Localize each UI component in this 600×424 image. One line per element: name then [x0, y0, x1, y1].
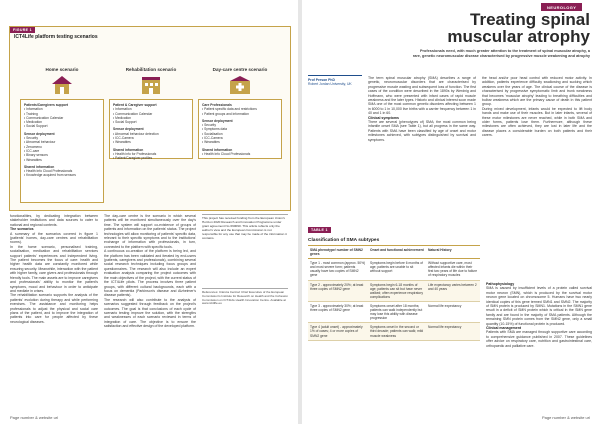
list-item: • Patient specific data and restrictions	[202, 107, 257, 112]
table-cell: Symptoms onset in the second or third decade; patients can walk; mild muscle weakness	[368, 323, 426, 340]
paragraph: The research will also contribute to the analysis of scenarios suggested through feedback on the project's outcomes. The goal is that conclusions of each cycle of scenario testing improve the solution, with the strengths and weaknesses of each scenario reviewed in terms of integration of care. The objective is to ensure the satisfaction and effective design of the developed platform.	[104, 297, 196, 329]
day-care-scenario-box	[198, 99, 282, 159]
headline-line: muscular atrophy	[447, 27, 590, 46]
day-care-scenario	[198, 67, 282, 159]
paragraph: The rehabilitation scenario supports the analysis of the patients' evolution during therapy and while performing exercises. The assistance and monitoring helps professionals to adjust the physical and social care plans of the patient, and to improve the integration of patients into care for people affected by these neurological diseases.	[10, 293, 98, 324]
day-care-scenario-title: Day-care centre scenario	[212, 67, 268, 72]
hospital-icon	[228, 75, 252, 95]
figure-tag: FIGURE 1	[10, 27, 35, 33]
left-page	[0, 0, 298, 424]
list-item: • Wearables	[202, 140, 220, 145]
list-item: • Health Info Cloud Professionals	[24, 169, 73, 174]
subheading: Pathophysiology	[486, 282, 515, 286]
table-cell: Life expectancy varies between 2 and 40 years	[426, 280, 480, 301]
funding-note: This project has received funding from the European Union's Horizon 2020 Research and Innovation Programme under grant agreement No 690090. This article reflects only the author's view and the European Commission is not responsible for any use that may be made of the information it contains.	[202, 216, 287, 240]
list-item: • Medication	[24, 120, 43, 125]
left-body-column-2	[104, 214, 196, 329]
table-cell: Normal life expectancy	[426, 301, 480, 322]
table-row	[308, 280, 480, 301]
rehabilitation-scenario	[109, 67, 193, 159]
right-body-column-1	[368, 76, 476, 142]
home-scenario-title: Home scenario	[45, 67, 79, 72]
table-header: Natural History	[426, 246, 480, 259]
paragraph: the head and/or poor head control with reduced motor activity. In addition, patients experience difficulty swallowing and sucking which weakens over the years of age. The clinical course of the disease is characterised by progressive symptomatic limb and trunk weakness that becomes 'muscular atrophy' leading to breathing difficulties and bulbar weakness which are the primary cause of death in this patient group.	[482, 76, 592, 107]
list-item: • Binary sensors	[24, 153, 48, 158]
paragraph: There are several (phenotypes of) SMA; the most common being infantile onset SMA (see Table 1), but all progress in the same way. Patients with SMA have been classified by age of onset and motor milestones achieved, with subtypes distinguished by survival and symptoms.	[368, 120, 476, 142]
list-item: • Wearables	[113, 140, 131, 145]
list-item: • Information	[113, 107, 132, 112]
paragraph: A summary of the scenarios covered in figure 1 (patients' homes, day-care centres and rehabilitation rooms).	[10, 231, 98, 245]
table-title: Classification of SMA subtypes	[308, 238, 380, 243]
author-affiliation: Robert Jordan University, UK	[308, 82, 352, 87]
list-item: • ICC-Camera	[202, 136, 223, 141]
subheading: Clinical symptoms	[368, 115, 399, 120]
list-item: • Information	[24, 107, 43, 112]
list-item: • Training	[24, 111, 38, 116]
table-cell: Symptoms begin before 6 months of age; patients are unable to sit without support	[368, 259, 426, 280]
figure-title: ICT4Life platform testing scenarios	[14, 34, 98, 40]
list-item: • Wearables	[24, 157, 42, 162]
headline-line: Treating spinal	[470, 10, 590, 29]
list-item: • Medication	[113, 115, 132, 120]
table-tag: TABLE 1	[308, 227, 331, 233]
list-item: • ICC-care	[24, 148, 40, 153]
table-cell: Type 1 - most common (approx. 50%) and most severe form; patients usually have two copies of SMN2 gene	[308, 259, 368, 280]
section-heading: Sensor deployment	[202, 118, 233, 123]
section-heading: Care Professionals	[202, 103, 232, 107]
section-tag: NEUROLOGY	[541, 3, 582, 11]
list-item: • Security	[24, 136, 38, 141]
section-heading: Patient & Caregiver support	[113, 103, 157, 107]
article-standfirst: Professionals need, with much greater attention to the treatment of spinal muscular atrophy, a rare, genetic neuromuscular disease characterised by progressive muscle weakening and atrophy	[412, 49, 590, 58]
section-heading: Shared information	[24, 164, 55, 169]
list-item: • Patient/Caregiver profiles	[113, 156, 153, 161]
table-cell: Normal life expectancy	[426, 323, 480, 340]
table-cell: Type 2 - approximately 20%; at least three copies of SMN2 gene	[308, 280, 368, 301]
list-item: • Abnormal behaviour detection	[113, 131, 159, 136]
list-item: • Communication Calendar	[24, 115, 64, 120]
paragraph: The day-care centre is the scenario in which several patients will be monitored simultaneously over the day's time. The system will support co-existence of groups of patients and information on the patients' status. The project technologies will allow monitoring of patients' specific data, relevant to their specific symptoms and to the institutions' exchange of information with professionals, in turn, connected to the platform with specific tools.	[104, 214, 196, 249]
subheading: The scenarios	[10, 227, 34, 232]
list-item: • Security	[202, 123, 216, 128]
table-cell: Type 3 - approximately 30%; at least three copies of SMN2 gene	[308, 301, 368, 322]
table-cell: Symptoms onset after 18 months; patients can walk independently but may lose this ability with disease progression	[368, 301, 426, 322]
list-item: • Social Support	[113, 120, 137, 125]
list-item: • Socialisation	[202, 131, 223, 136]
home-scenario	[20, 67, 104, 203]
reference-note: References: Ciência Central: Chief Executive of the European Commission's Institute for Research on Health and the Cohesion Commission on ICT4Life Health Innovation Centre. Available at www.ict4life.eu	[202, 290, 288, 306]
table-row	[308, 301, 480, 322]
list-item: • Health info for Professionals	[113, 151, 157, 156]
right-body-column-3	[486, 282, 592, 348]
author-box	[308, 75, 362, 87]
list-item: • Zenomeno	[24, 144, 42, 149]
paragraph: functionalities, by dedicating integration between stakeholder institutions and data sources to cater to national and regional contexts.	[10, 214, 98, 227]
list-item: • Social Support	[24, 124, 48, 129]
classification-table	[308, 245, 480, 341]
building-icon	[139, 75, 163, 95]
section-heading: Shared information	[202, 147, 233, 152]
paragraph: During mixed development, infants would be expected to lift body hands and make use of their muscles. But in later infants, several of these motor milestones are never reached, while in both SMA and older forms, patients lose them. Furthermore, although these milestones are often achieved, they are lost in later life and the disease places a considerable burden on both patients and their carers.	[482, 106, 592, 138]
list-item: • Abnormal behaviour	[24, 140, 56, 145]
left-body-column-1	[10, 214, 98, 324]
section-heading: Shared information	[113, 147, 144, 152]
list-item: • Patient groups and information	[202, 111, 249, 116]
subheading: Clinical management	[486, 326, 522, 331]
list-item: • Symptoms data	[202, 127, 227, 132]
list-item: • Knowledge acquired from sensors	[24, 173, 76, 178]
table-cell: Symptoms begin 6-18 months of age; patients can sit but have never walked; often experience respiratory complications	[368, 280, 426, 301]
table-header: SMA phenotype/ number of SMN2 genes	[308, 246, 368, 259]
paragraph: A continuous co-creation of the platform is being led, and the platform has been validated and iterated by end-users (patients, caregivers and professionals), combining several social research techniques including focus groups and questionnaires. The research will also include an expert evaluation analysis comparing the project outcomes with the main objectives of the project, with the current status of the ICT4Life pilots. The process involves three patient groups, with different cultural backgrounds, each with a focus on dementia (Parkinson's disease and Alzheimer's disease patients).	[104, 249, 196, 298]
paragraph: The term spinal muscular atrophy (SMA) describes a range of genetic, neuromuscular disorders that are characterised by progressive muscle wasting and subsequent loss of function. The first cases of the condition were described in the 1890s by Werdnig and Hoffmann, who were presented with infant cases of rapid muscle weakness and the later types. Historic and clinical interest soon made SMA one of the most common genetic disorders affecting between 1 in 6000 to 1 in 10,000 live births with a carrier frequency between 1 in 40 and 1 in 60.	[368, 76, 476, 116]
paragraph: SMA is caused by insufficient levels of a protein called survival motor neuron (SMN), which is produced by the survival motor neuron gene located on chromosome 5. Humans have two nearly identical copies of this gene termed SMN1 and SMN2. The majority of SMN protein is produced by SMN1. Mutations in the SMN1 gene result in a deficit of SMN protein which is critical in the SMN gene family and are found in the majority of SMA patients. Although the remaining SMN protein comes from the SMN2 gene, only a small quantity (10-15%) of functional protein is produced.	[486, 286, 592, 326]
figure-1	[9, 26, 291, 211]
right-page	[302, 0, 600, 424]
table-1	[308, 218, 480, 341]
right-body-column-2	[482, 76, 592, 138]
paragraph: Patients with SMA are managed through supportive care according to comprehensive guidance published in 2007. These guidelines offer advice on respiratory care, nutrition and gastrointestinal care, orthopaedic and palliative care.	[486, 330, 592, 348]
author-name: Prof Person PhD	[308, 78, 335, 82]
list-item: • Health Info Cloud Professionals	[202, 151, 251, 156]
table-header: Onset and functional achievement	[368, 246, 426, 259]
table-cell: Type 4 (adult onset) - approximately 1% of cases; 4 or more copies of SMN2 gene	[308, 323, 368, 340]
page-footer: Page number & website url	[10, 415, 59, 420]
section-heading: Sensor deployment	[24, 131, 55, 136]
list-item: • ICC-Camera	[113, 136, 134, 141]
paragraph: In the home scenario, personalised training, socialisation, medication and rehabilitation services support patients' experiences and independent living. The patient becomes the focus of care: health and higher health data are constantly monitored while ensuring security. Meanwhile, interaction with the patient with higher family, care givers and professionals through friendly tools. The main assets are to improve caregivers and professionals' ability to monitor the patient's symptoms, mood and behaviour in order to anticipate and mediate in crises.	[10, 244, 98, 293]
article-headline	[412, 11, 590, 45]
house-icon	[50, 75, 74, 95]
rehabilitation-scenario-box	[109, 99, 193, 159]
rehabilitation-scenario-title: Rehabilitation scenario	[125, 67, 177, 72]
home-scenario-box	[20, 99, 104, 203]
section-heading: Sensor deployment	[113, 127, 144, 132]
table-row	[308, 323, 480, 340]
page-footer: Page number & website url	[541, 415, 590, 420]
table-row	[308, 259, 480, 280]
table-cell: Without supportive care, most affected infants die within their first two years of life due to failure of respiratory muscles	[426, 259, 480, 280]
list-item: • Communication Calendar	[113, 111, 153, 116]
section-heading: Patients/Caregivers support	[24, 103, 68, 107]
